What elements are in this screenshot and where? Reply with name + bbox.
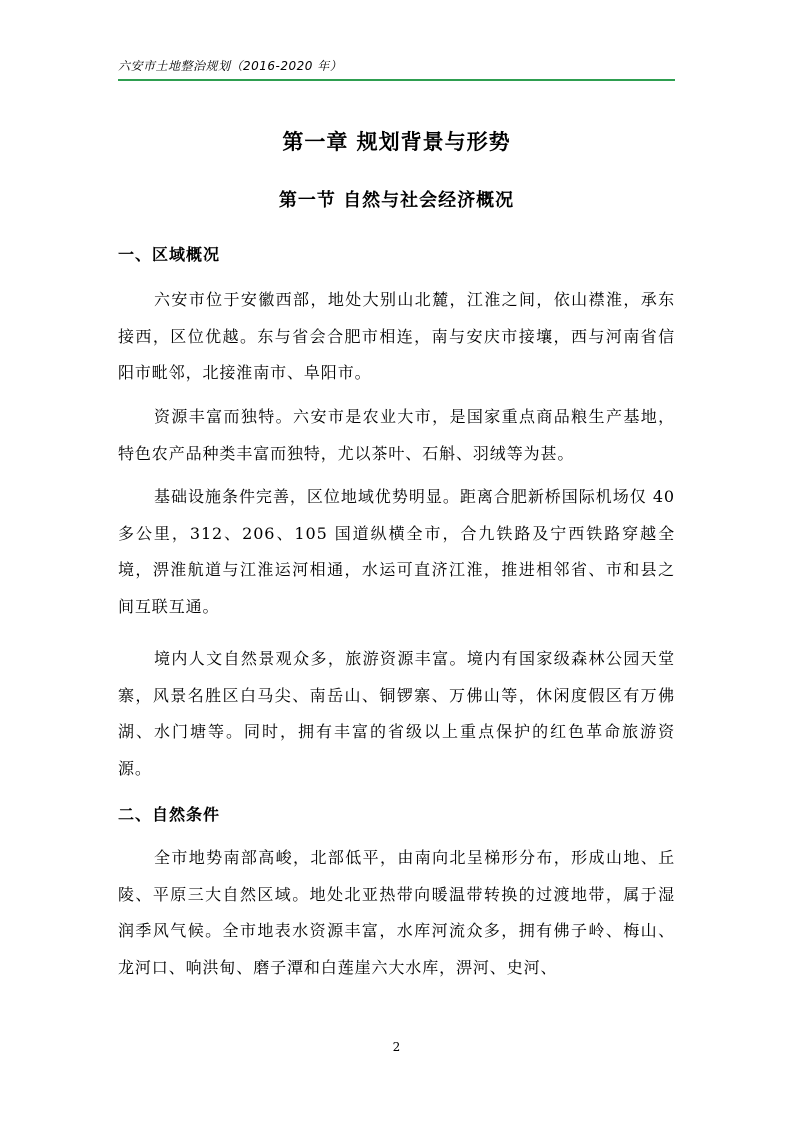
subsection-heading: 二、自然条件 <box>118 805 221 824</box>
section-title: 第一节 自然与社会经济概况 <box>278 190 515 211</box>
body-paragraph: 六安市位于安徽西部，地处大别山北麓，江淮之间，依山襟淮，承东接西，区位优越。东与省会合肥市相连，南与安庆市接壤，西与河南省信阳市毗邻，北接淮南市、阜阳市。 <box>118 290 675 383</box>
body-paragraph: 全市地势南部高峻，北部低平，由南向北呈梯形分布，形成山地、丘陵、平原三大自然区域。地处北亚热带向暖温带转换的过渡地带，属于湿润季风气候。全市地表水资源丰富，水库河流众多，拥有佛子岭、梅山、龙河口、响洪甸、磨子潭和白莲崖六大水库，淠河、史河、 <box>118 848 675 977</box>
page-number: 2 <box>392 1040 401 1054</box>
body-paragraph: 境内人文自然景观众多，旅游资源丰富。境内有国家级森林公园天堂寨，风景名胜区白马尖、南岳山、铜锣寨、万佛山等，休闲度假区有万佛湖、水门塘等。同时，拥有丰富的省级以上重点保护的红色革命旅游资源。 <box>118 649 675 778</box>
body-paragraph: 基础设施条件完善，区位地域优势明显。距离合肥新桥国际机场仅 40 多公里，312、206、105 国道纵横全市，合九铁路及宁西铁路穿越全境，淠淮航道与江淮运河相通，水运可直济江淮，推进相邻省、市和县之间互联互通。 <box>118 487 675 616</box>
body-paragraph: 资源丰富而独特。六安市是农业大市，是国家重点商品粮生产基地，特色农产品种类丰富而独特，尤以茶叶、石斛、羽绒等为甚。 <box>118 407 675 463</box>
subsection-heading: 一、区域概况 <box>118 245 221 264</box>
chapter-title: 第一章 规划背景与形势 <box>282 130 511 154</box>
running-header-title: 六安市土地整治规划（2016-2020 年） <box>118 59 343 73</box>
header-rule <box>118 79 675 81</box>
